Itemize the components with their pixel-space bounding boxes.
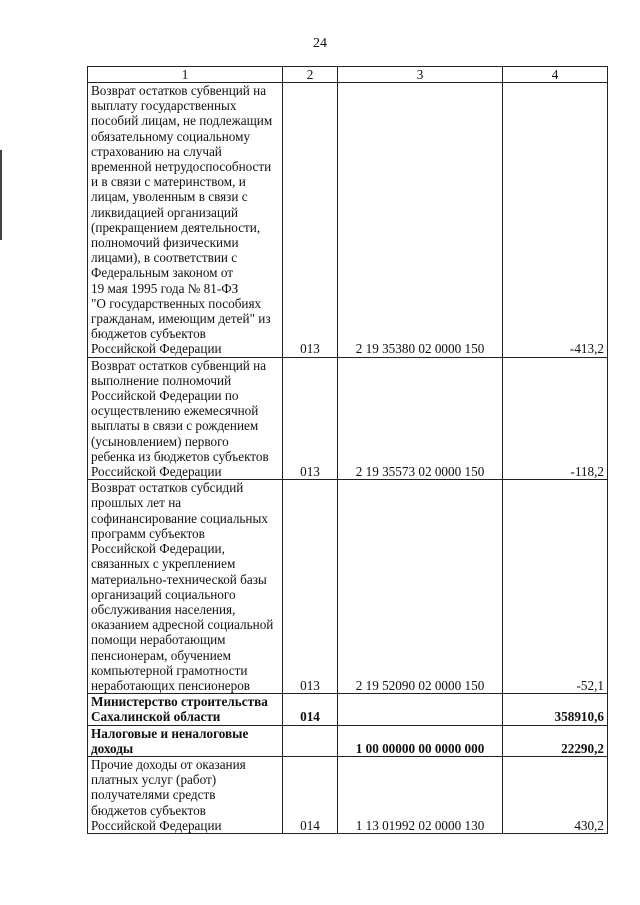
table-row <box>88 756 608 833</box>
description-line: Министерство строительства <box>91 694 268 710</box>
description-line: материально-технической базы <box>91 571 267 587</box>
admin-code: 014 <box>283 694 338 725</box>
description-line: Сахалинской области <box>91 709 221 725</box>
table-row <box>88 694 608 725</box>
description-line: (прекращением деятельности, <box>91 219 261 235</box>
amount: -413,2 <box>503 83 608 358</box>
description-line: Российской Федерации <box>91 817 222 833</box>
description-line: Российской Федерации по <box>91 388 239 404</box>
description-line: обслуживания населения, <box>91 601 236 617</box>
description-line: 19 мая 1995 года № 81-ФЗ <box>91 280 239 296</box>
budget-classification-code: 1 13 01992 02 0000 130 <box>338 756 503 833</box>
budget-classification-code: 2 19 35573 02 0000 150 <box>338 357 503 480</box>
description-line: Возврат остатков субвенций на <box>91 357 267 373</box>
description-line: "О государственных пособиях <box>91 295 262 311</box>
table-row <box>88 725 608 756</box>
budget-classification-code: 2 19 52090 02 0000 150 <box>338 480 503 694</box>
description-line: Российской Федерации, <box>91 541 225 557</box>
description-line: ребенка из бюджетов субъектов <box>91 448 269 464</box>
description-line: (усыновлением) первого <box>91 433 229 449</box>
row-description <box>88 480 283 694</box>
description-line: гражданам, имеющим детей" из <box>91 311 271 327</box>
description-line: софинансирование социальных <box>91 510 268 526</box>
scan-edge-mark <box>0 150 2 240</box>
amount: 358910,6 <box>503 694 608 725</box>
description-line: программ субъектов <box>91 525 205 541</box>
column-header-4: 4 <box>503 67 608 83</box>
description-line: доходы <box>91 740 134 756</box>
budget-classification-code: 2 19 35380 02 0000 150 <box>338 83 503 358</box>
description-line: компьютерной грамотности <box>91 662 248 678</box>
amount: 22290,2 <box>503 725 608 756</box>
description-line: временной нетрудоспособности <box>91 159 272 175</box>
budget-table <box>87 66 608 834</box>
description-line: организаций социального <box>91 586 236 602</box>
description-line: Возврат остатков субсидий <box>91 480 244 496</box>
budget-classification-code: 1 00 00000 00 0000 000 <box>338 725 503 756</box>
description-line: получателями средств <box>91 787 216 803</box>
description-line: Российской Федерации <box>91 341 222 357</box>
table-row <box>88 83 608 358</box>
description-line: Российской Федерации <box>91 464 222 480</box>
description-line: неработающих пенсионеров <box>91 677 251 693</box>
description-line: помощи неработающим <box>91 632 226 648</box>
description-line: оказанием адресной социальной <box>91 617 274 633</box>
description-line: бюджетов субъектов <box>91 802 206 818</box>
description-line: Налоговые и неналоговые <box>91 725 249 741</box>
description-line: выплаты в связи с рождением <box>91 418 259 434</box>
description-line: осуществлению ежемесячной <box>91 403 259 419</box>
description-line: выполнение полномочий <box>91 372 232 388</box>
page-number: 24 <box>313 36 327 51</box>
description-line: пенсионерам, обучением <box>91 647 231 663</box>
admin-code: 013 <box>283 83 338 358</box>
amount: 430,2 <box>503 756 608 833</box>
description-line: пособий лицам, не подлежащим <box>91 113 273 129</box>
description-line: связанных с укреплением <box>91 556 236 572</box>
description-line: выплату государственных <box>91 98 237 114</box>
column-header-2: 2 <box>283 67 338 83</box>
column-header-1: 1 <box>88 67 283 83</box>
admin-code: 013 <box>283 357 338 480</box>
description-line: обязательному социальному <box>91 128 251 144</box>
amount: -52,1 <box>503 480 608 694</box>
description-line: Федеральным законом от <box>91 265 233 281</box>
description-line: лицам, уволенным в связи с <box>91 189 248 205</box>
column-header-3: 3 <box>338 67 503 83</box>
description-line: бюджетов субъектов <box>91 326 206 342</box>
description-line: страхованию на случай <box>91 143 222 159</box>
row-description <box>88 694 283 725</box>
admin-code: 014 <box>283 756 338 833</box>
description-line: лицами), в соответствии с <box>91 250 238 266</box>
description-line: ликвидацией организаций <box>91 204 239 220</box>
description-line: Возврат остатков субвенций на <box>91 83 267 98</box>
row-description <box>88 83 283 358</box>
description-line: прошлых лет на <box>91 495 182 511</box>
table-row <box>88 357 608 480</box>
description-line: полномочий физическими <box>91 235 239 251</box>
description-line: и в связи с материнством, и <box>91 174 246 190</box>
budget-classification-code <box>338 694 503 725</box>
description-line: Прочие доходы от оказания <box>91 756 246 772</box>
table-header-row <box>88 67 608 83</box>
row-description <box>88 756 283 833</box>
amount: -118,2 <box>503 357 608 480</box>
table-row <box>88 480 608 694</box>
row-description <box>88 357 283 480</box>
row-description <box>88 725 283 756</box>
admin-code <box>283 725 338 756</box>
admin-code: 013 <box>283 480 338 694</box>
description-line: платных услуг (работ) <box>91 772 217 788</box>
